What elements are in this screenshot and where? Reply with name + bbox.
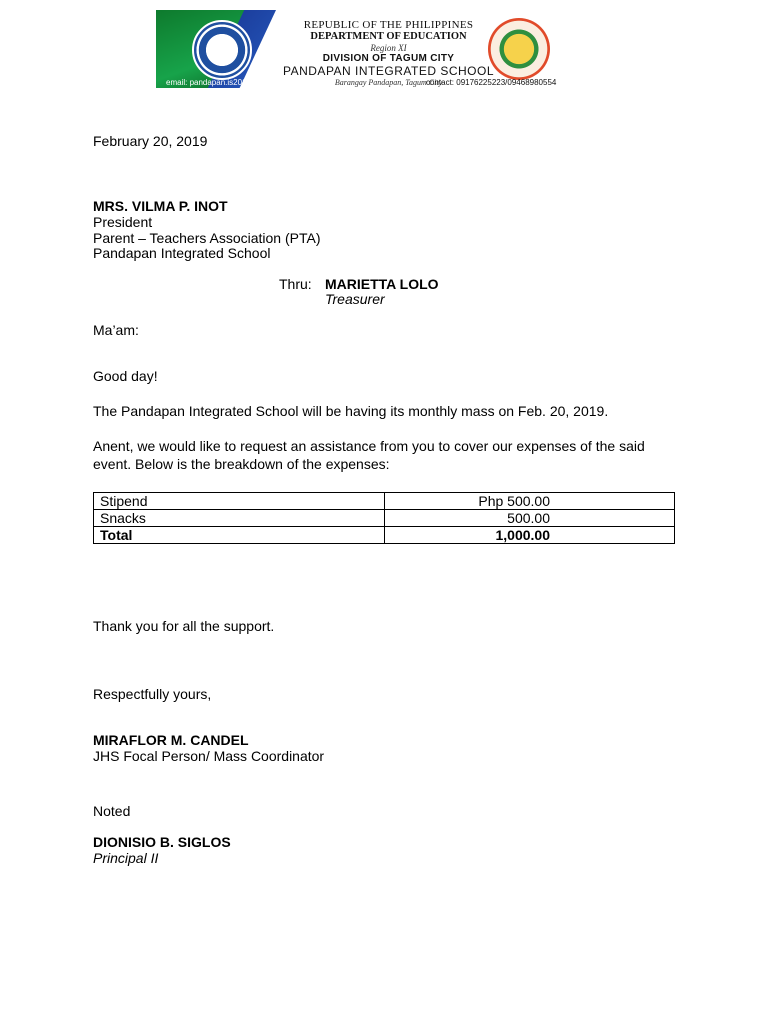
noted-label: Noted — [93, 803, 131, 819]
thru-title: Treasurer — [325, 291, 385, 307]
table-row — [94, 510, 675, 527]
expense-item: Snacks — [94, 510, 385, 527]
deped-seal-icon — [192, 20, 252, 80]
body-paragraph-2-line-1: Anent, we would like to request an assistance from you to cover our expenses of the said — [93, 438, 645, 454]
thru-name: MARIETTA LOLO — [325, 276, 439, 292]
thanks-line: Thank you for all the support. — [93, 618, 275, 634]
expense-item: Stipend — [94, 493, 385, 510]
thru-label: Thru: — [279, 276, 312, 292]
recipient-org: Parent – Teachers Association (PTA) — [93, 230, 321, 246]
table-row — [94, 493, 675, 510]
noter-name: DIONISIO B. SIGLOS — [93, 834, 231, 850]
recipient-title: President — [93, 214, 153, 230]
letterhead-republic: REPUBLIC OF THE PHILIPPINES — [303, 19, 474, 31]
letterhead-text — [281, 20, 496, 87]
noter-title: Principal II — [93, 850, 159, 866]
total-amount: 1,000.00 — [385, 527, 675, 544]
body-paragraph-1: The Pandapan Integrated School will be having its monthly mass on Feb. 20, 2019. — [93, 403, 609, 419]
expense-amount: Php 500.00 — [385, 493, 675, 510]
letterhead-banner — [156, 10, 586, 88]
closing: Respectfully yours, — [93, 686, 212, 702]
expense-amount: 500.00 — [385, 510, 675, 527]
letterhead-region: Region XI — [370, 42, 407, 53]
total-label: Total — [94, 527, 385, 544]
letterhead-address: Barangay Pandapan, Tagum City — [334, 77, 443, 87]
signer-title: JHS Focal Person/ Mass Coordinator — [93, 748, 325, 764]
greeting: Good day! — [93, 368, 158, 384]
letterhead-contact: contact: 09176225223/09468980554 — [426, 78, 557, 87]
expenses-table — [93, 492, 675, 544]
school-logo-icon — [488, 18, 550, 80]
letterhead-email: email: pandapan.is2015@gmail.com — [166, 78, 296, 87]
salutation: Ma’am: — [93, 322, 139, 338]
table-total-row — [94, 527, 675, 544]
body-paragraph-2-line-2: event. Below is the breakdown of the expenses: — [93, 456, 390, 472]
letterhead-division: DIVISION OF TAGUM CITY — [322, 52, 455, 64]
recipient-name: MRS. VILMA P. INOT — [93, 198, 228, 214]
signer-name: MIRAFLOR M. CANDEL — [93, 732, 249, 748]
letterhead-department: DEPARTMENT OF EDUCATION — [310, 31, 467, 42]
letterhead-school: PANDAPAN INTEGRATED SCHOOL — [282, 63, 495, 78]
recipient-school: Pandapan Integrated School — [93, 245, 271, 261]
letter-date: February 20, 2019 — [93, 133, 208, 149]
